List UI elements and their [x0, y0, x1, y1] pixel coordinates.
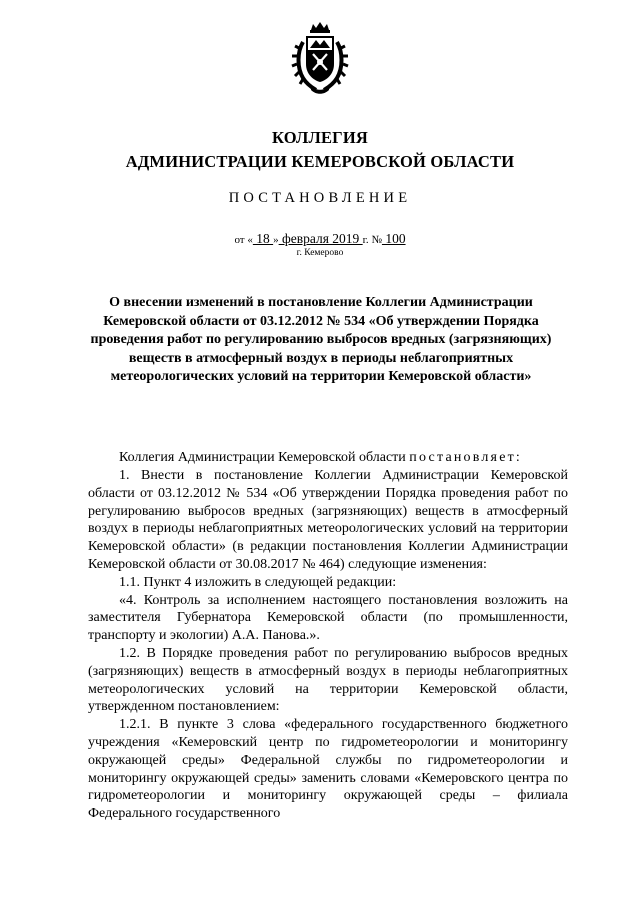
intro-verb: постановляет: — [409, 450, 523, 465]
year-suffix: г. — [362, 234, 369, 246]
paragraph-1-2: 1.2. В Порядке проведения работ по регулированию выбросов вредных (загрязняющих) веществ в атмосферный воздух в периоды неблагоприятных метеорологических условий на территории Кемеровской области, утвержденном постановлением: — [88, 645, 568, 715]
body-text — [88, 467, 568, 823]
org-name-line2: АДМИНИСТРАЦИИ КЕМЕРОВСКОЙ ОБЛАСТИ — [125, 152, 515, 171]
intro-text: Коллегия Администрации Кемеровской области — [119, 450, 410, 465]
number-label: № — [371, 234, 382, 246]
date-from-label: от « — [234, 234, 253, 246]
coat-of-arms-icon — [289, 20, 351, 96]
paragraph-1-1-quote: «4. Контроль за исполнением настоящего постановления возложить на заместителя Губернатора Кемеровской области (по промышленности, транспорту и экологии) А.А. Панова.». — [88, 592, 568, 644]
paragraph-1-1: 1.1. Пункт 4 изложить в следующей редакции: — [119, 574, 397, 590]
date-separator: » — [273, 234, 279, 246]
paragraph-1: 1. Внести в постановление Коллегии Администрации Кемеровской области от 03.12.2012 № 534 «Об утверждении Порядка проведения работ по регулированию выбросов вредных (загрязняющих) веществ в атмосферный воздух в периоды неблагоприятных метеорологических условий на территории Кемеровской области» (в редакции постановления Коллегии Администрации Кемеровской области от 30.08.2017 № 464) следующие изменения: — [88, 468, 568, 572]
org-name-line1: КОЛЛЕГИЯ — [271, 128, 368, 147]
body-intro — [88, 449, 568, 467]
document-number: 100 — [381, 231, 406, 246]
intro-paragraph — [88, 449, 568, 467]
document-type: ПОСТАНОВЛЕНИЕ — [228, 190, 412, 206]
paragraph-1-2-1: 1.2.1. В пункте 3 слова «федерального государственного бюджетного учреждения «Кемеровский центр по гидрометеорологии и мониторингу окружающей среды» Федеральной службы по гидрометеорологии и мониторингу окружающей среды» заменить словами «Кемеровского центра по гидрометеорологии и мониторингу окружающей среды – филиала Федерального государственного — [88, 717, 568, 822]
date-month-year: февраля 2019 — [278, 231, 363, 246]
document-title: О внесении изменений в постановление Коллегии Администрации Кемеровской области от 03.12.2012 № 534 «Об утверждении Порядка проведения работ по регулированию выбросов вредных (загрязняющих) веществ в атмосферный воздух в периоды неблагоприятных метеорологических условий на территории Кемеровской области» — [90, 295, 552, 385]
city-name: г. Кемерово — [296, 248, 344, 258]
date-number-line — [0, 231, 640, 247]
date-day: 18 — [252, 231, 274, 246]
